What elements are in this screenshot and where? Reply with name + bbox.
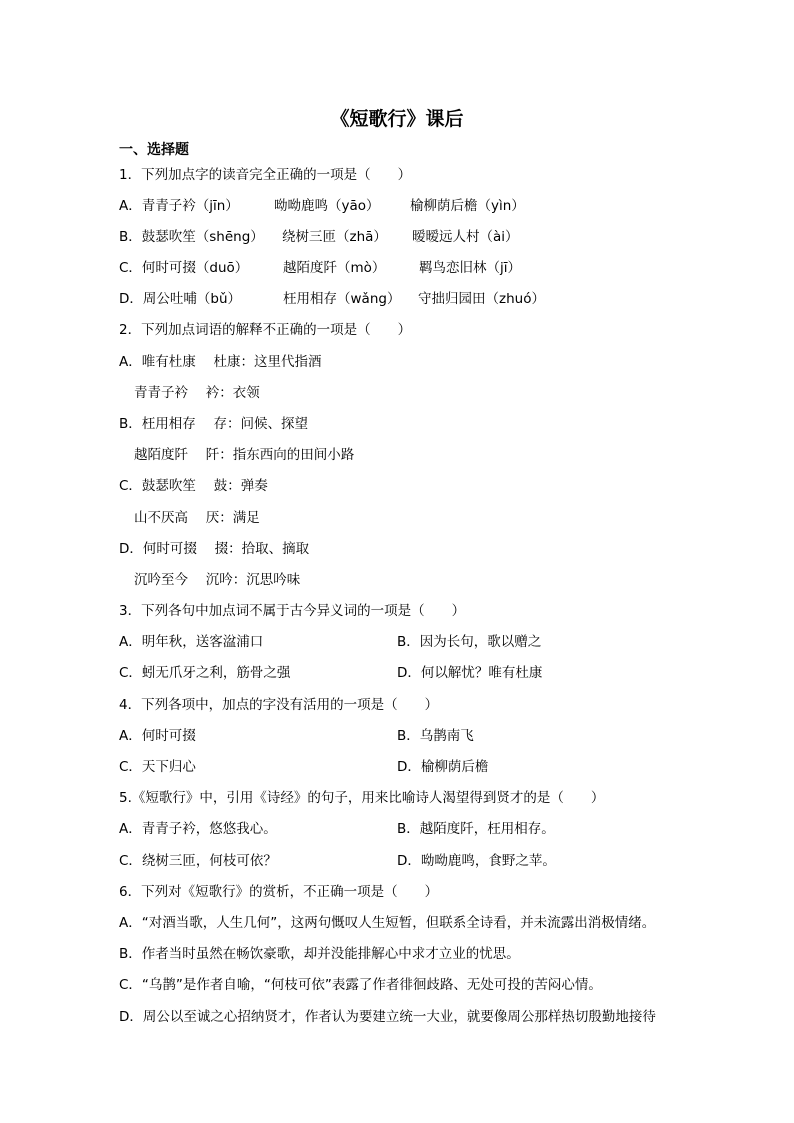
q1-c-part-1: C．何时可掇（duō） <box>119 260 249 276</box>
question-6-option-c: C．“乌鹊”是作者自喻，“何枝可依”表露了作者徘徊歧路、无处可投的苦闷心情。 <box>119 977 602 993</box>
question-5-stem: 5.《短歌行》中，引用《诗经》的句子，用来比喻诗人渴望得到贤才的是（ ） <box>119 790 605 806</box>
question-2-option-b: B．枉用相存 存：问候、探望 <box>119 416 309 432</box>
question-2-stem: 2．下列加点词语的解释不正确的一项是（ ） <box>119 322 412 338</box>
question-1-stem: 1．下列加点字的读音完全正确的一项是（ ） <box>119 167 412 183</box>
question-6-option-b: B．作者当时虽然在畅饮豪歌，却并没能排解心中求才立业的忧思。 <box>119 946 520 962</box>
question-6-stem: 6．下列对《短歌行》的赏析，不正确一项是（ ） <box>119 884 439 900</box>
question-4-option-d: D．榆柳荫后檐 <box>397 759 489 775</box>
q1-d-part-3: 守拙归园田（zhuó） <box>418 291 545 307</box>
question-3-option-a: A．明年秋，送客湓浦口 <box>119 634 264 650</box>
q1-b-part-1: B．鼓瑟吹笙（shēng） <box>119 229 264 245</box>
question-2-option-d: D．何时可掇 掇：拾取、摘取 <box>119 541 310 557</box>
section-heading: 一、选择题 <box>119 142 189 158</box>
question-6-option-d: D．周公以至诚之心招纳贤才，作者认为要建立统一大业，就要像周公那样热切殷勤地接待 <box>119 1009 656 1025</box>
question-3-option-b: B．因为长句，歌以赠之 <box>397 634 542 650</box>
question-4-option-c: C．天下归心 <box>119 759 196 775</box>
question-4-option-b: B．乌鹊南飞 <box>397 728 474 744</box>
question-2-option-b-sub: 越陌度阡 阡：指东西向的田间小路 <box>134 447 355 463</box>
question-2-option-a: A．唯有杜康 杜康：这里代指酒 <box>119 354 322 370</box>
question-2-option-c-sub: 山不厌高 厌：满足 <box>134 510 260 526</box>
question-2-option-c: C．鼓瑟吹笙 鼓：弹奏 <box>119 478 268 494</box>
q1-b-part-3: 暧暧远人村（ài） <box>412 229 519 245</box>
question-3-stem: 3．下列各句中加点词不属于古今异义词的一项是（ ） <box>119 603 466 619</box>
q1-a-part-1: A．青青子衿（jīn） <box>119 198 239 214</box>
q1-b-part-2: 绕树三匝（zhā） <box>282 229 387 245</box>
q1-d-part-2: 枉用相存（wǎng） <box>283 291 401 307</box>
q1-d-part-1: D．周公吐哺（bǔ） <box>119 291 242 307</box>
question-2-option-a-sub: 青青子衿 衿：衣领 <box>134 385 260 401</box>
page-title: 《短歌行》课后 <box>330 108 464 130</box>
question-2-option-d-sub: 沉吟至今 沉吟：沉思吟味 <box>134 572 301 588</box>
q1-c-part-3: 羁鸟恋旧林（jī） <box>419 260 522 276</box>
question-4-stem: 4．下列各项中，加点的字没有活用的一项是（ ） <box>119 697 439 713</box>
q1-a-part-3: 榆柳荫后檐（yìn） <box>410 198 525 214</box>
question-3-option-d: D．何以解忧？唯有杜康 <box>397 665 543 681</box>
question-3-option-c: C．蚓无爪牙之利，筋骨之强 <box>119 665 291 681</box>
question-5-option-c: C．绕树三匝，何枝可依？ <box>119 853 277 869</box>
question-5-option-d: D．呦呦鹿鸣，食野之苹。 <box>397 853 556 869</box>
q1-c-part-2: 越陌度阡（mò） <box>283 260 386 276</box>
question-6-option-a: A．“对酒当歌，人生几何”，这两句慨叹人生短暂，但联系全诗看，并未流露出消极情绪。 <box>119 915 656 931</box>
question-5-option-b: B．越陌度阡，枉用相存。 <box>397 821 555 837</box>
q1-a-part-2: 呦呦鹿鸣（yāo） <box>274 198 380 214</box>
question-4-option-a: A．何时可掇 <box>119 728 196 744</box>
question-5-option-a: A．青青子衿，悠悠我心。 <box>119 821 277 837</box>
